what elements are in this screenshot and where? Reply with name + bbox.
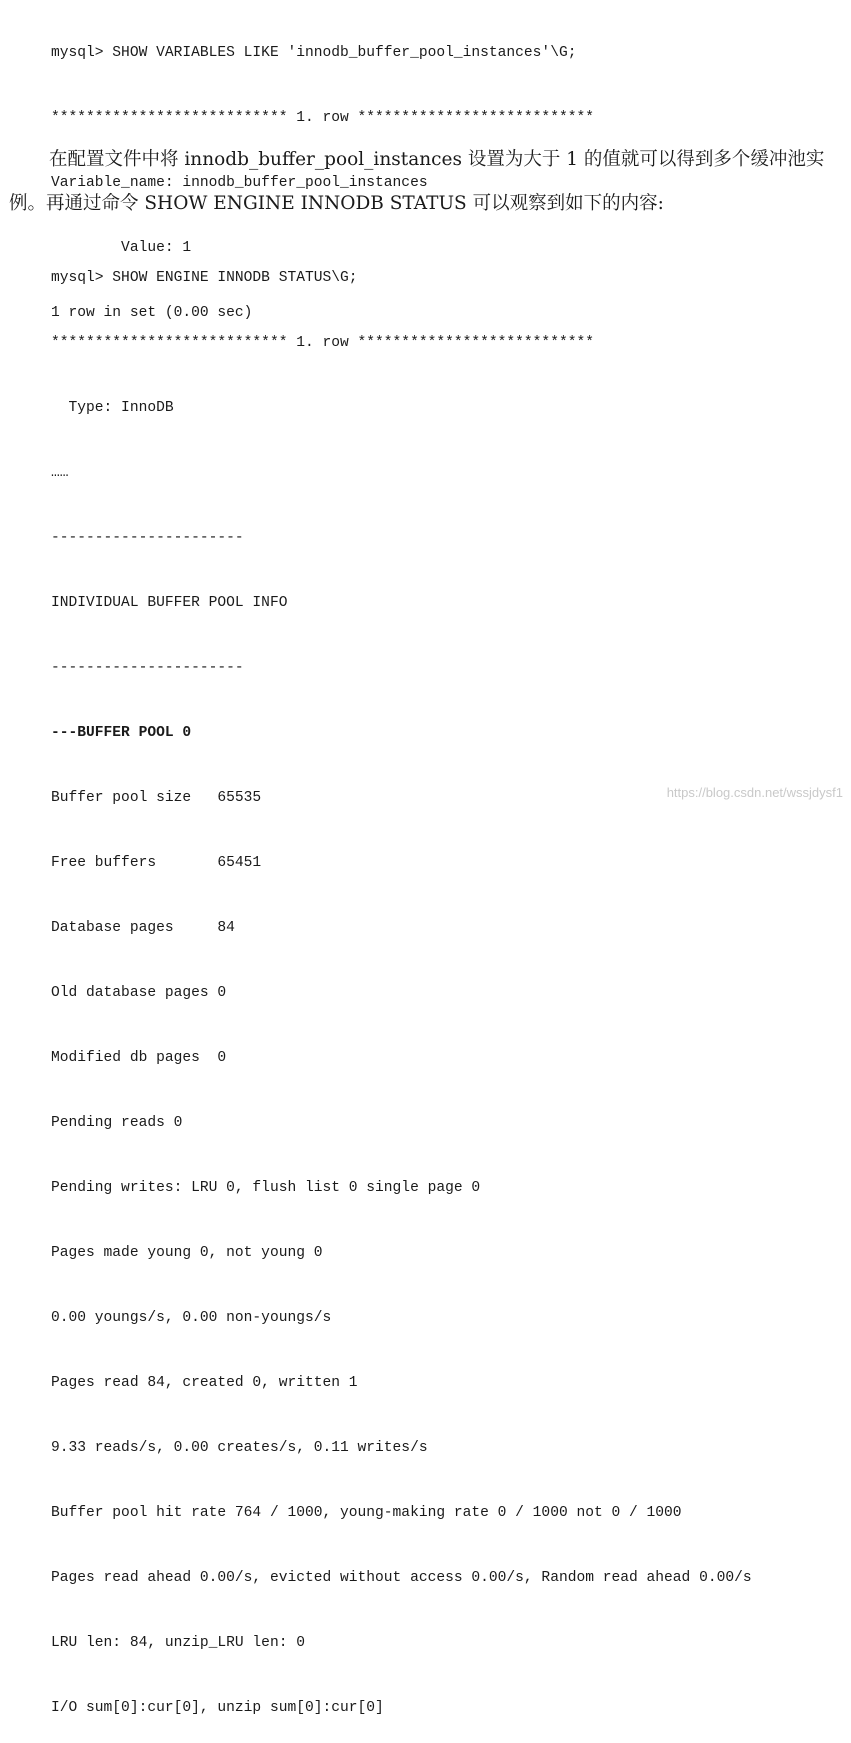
code-line: LRU len: 84, unzip_LRU len: 0	[51, 1635, 305, 1651]
code-line: INDIVIDUAL BUFFER POOL INFO	[51, 595, 288, 611]
code-line: 1 row in set (0.00 sec)	[51, 305, 253, 321]
code-block-engine-status	[51, 228, 752, 1743]
code-line: Buffer pool hit rate 764 / 1000, young-making rate 0 / 1000 not 0 / 1000	[51, 1505, 682, 1521]
body-paragraph-block	[9, 138, 845, 226]
code-line: mysql> SHOW ENGINE INNODB STATUS\G;	[51, 270, 358, 286]
code-line: Buffer pool size 65535	[51, 790, 262, 806]
code-line: ----------------------	[51, 660, 244, 676]
code-line: Value: 1	[51, 240, 192, 256]
code-line: Type: InnoDB	[51, 400, 174, 416]
code-line: Modified db pages 0	[51, 1050, 227, 1066]
body-paragraph: 在配置文件中将 innodb_buffer_pool_instances 设置为大于 1 的值就可以得到多个缓冲池实例。再通过命令 SHOW ENGINE INNODB STATUS 可以观察到如下的内容:	[9, 149, 825, 214]
code-line: ……	[51, 465, 69, 481]
code-line: Pages read ahead 0.00/s, evicted without access 0.00/s, Random read ahead 0.00/s	[51, 1570, 752, 1586]
code-line: *************************** 1. row ***************************	[51, 110, 594, 126]
code-line: 9.33 reads/s, 0.00 creates/s, 0.11 writes/s	[51, 1440, 428, 1456]
code-line: Variable_name: innodb_buffer_pool_instances	[51, 175, 428, 191]
code-line: mysql> SHOW VARIABLES LIKE 'innodb_buffer_pool_instances'\G;	[51, 45, 577, 61]
code-line: Pending writes: LRU 0, flush list 0 single page 0	[51, 1180, 481, 1196]
code-line: I/O sum[0]:cur[0], unzip sum[0]:cur[0]	[51, 1700, 384, 1716]
code-line: Pages read 84, created 0, written 1	[51, 1375, 358, 1391]
code-line: *************************** 1. row ***************************	[51, 335, 594, 351]
code-line-heading: ---BUFFER POOL 0	[51, 725, 192, 741]
code-line: ----------------------	[51, 530, 244, 546]
code-line: Free buffers 65451	[51, 855, 262, 871]
watermark: https://blog.csdn.net/wssjdysf1	[666, 785, 843, 800]
code-line: 0.00 youngs/s, 0.00 non-youngs/s	[51, 1310, 332, 1326]
code-line: Pending reads 0	[51, 1115, 183, 1131]
code-line: Pages made young 0, not young 0	[51, 1245, 323, 1261]
code-line: Old database pages 0	[51, 985, 227, 1001]
code-line: Database pages 84	[51, 920, 235, 936]
